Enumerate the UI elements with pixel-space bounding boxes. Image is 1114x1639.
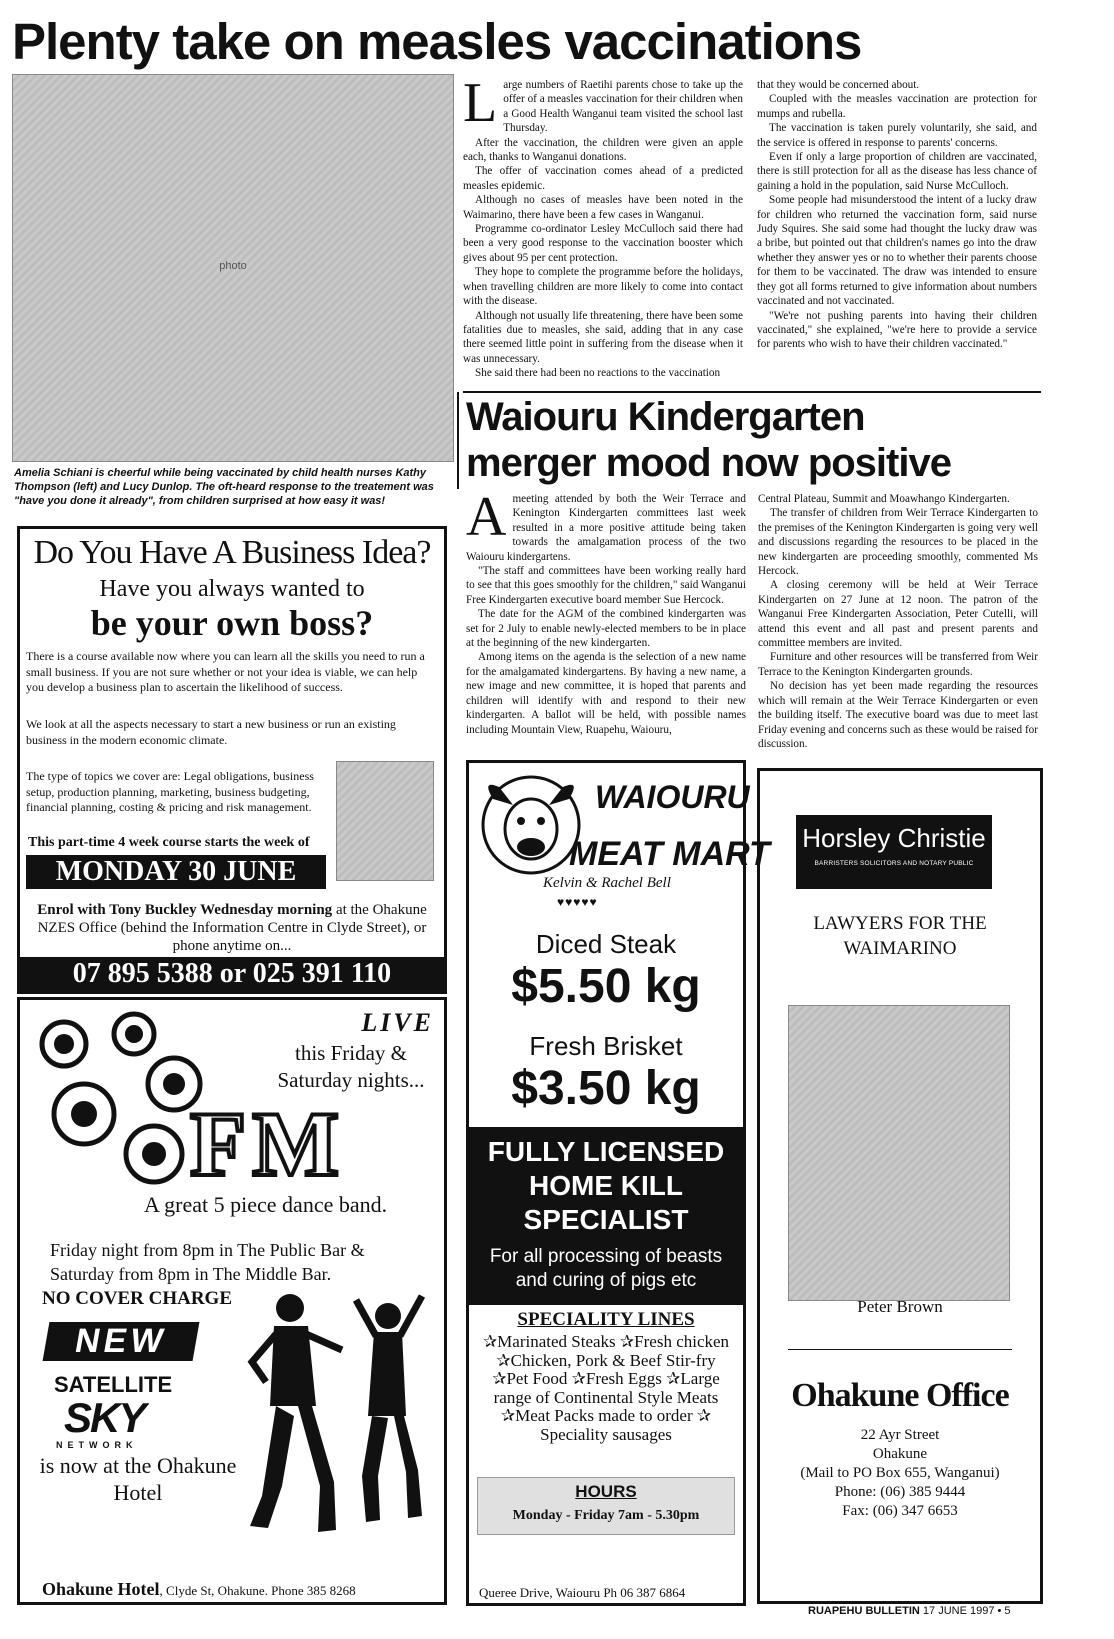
hotel-ad-band: FM (190, 1093, 346, 1195)
office-addr1: 22 Ayr Street (860, 1427, 940, 1443)
hotel-footer-rest: , Clyde St, Ohakune. Phone 385 8268 (159, 1583, 356, 1598)
hours-box (477, 1477, 735, 1535)
hours-text: Monday - Friday 7am - 5.30pm (512, 1508, 700, 1523)
photo-label: photo (219, 260, 247, 272)
hotel-ad-network: NETWORK (56, 1440, 138, 1450)
office-addr3: (Mail to PO Box 655, Wanganui) (800, 1465, 1000, 1481)
meat-address: Queree Drive, Waiouru Ph 06 387 6864 (479, 1585, 686, 1600)
kinder-column-1 (466, 486, 746, 737)
paragraph: The transfer of children from Weir Terrace Kindergarten to the premises of the Kenington Kindergarten is going very well and discussions regarding the resources to be placed in the new kindergarten are proceeding smoothly, commented Ms Hercock. (758, 507, 1038, 578)
footer-date: 17 JUNE 1997 (922, 1605, 995, 1617)
business-ad-p2: We look at all the aspects necessary to start a new business or run an existing business in the modern economic climate. (26, 717, 396, 747)
business-ad-phone: 07 895 5388 or 025 391 110 (20, 957, 444, 991)
business-ad-date: MONDAY 30 JUNE (26, 855, 326, 889)
business-ad-sub2: be your own boss? (90, 603, 374, 643)
person-name: Peter Brown (857, 1297, 943, 1316)
firm-name: Horsley Christie (802, 823, 986, 853)
hotel-ad-cover: NO COVER CHARGE (42, 1288, 233, 1309)
business-ad-course: This part-time 4 week course starts the week of (28, 835, 310, 850)
paragraph: Central Plateau, Summit and Moawhango Kindergarten. (758, 493, 1010, 505)
dancers-illustration (246, 1286, 436, 1548)
paragraph: meeting attended by both the Weir Terrace and Kenington Kindergarten committees last week resulted in a more positive attitude being taken towards the amalgamation process of the two Waiouru kindergartens. (466, 493, 746, 563)
hotel-ad-times: Friday night from 8pm in The Public Bar & Saturday from 8pm in The Middle Bar. (50, 1240, 365, 1284)
tony-buckley-photo (336, 761, 434, 881)
paragraph: Among items on the agenda is the selection of a new name for the amalgamated kindergartens. By having a new name, a new image and new committee, it is hoped that parents and children will identify with and respond to their new kindergarten. A ballot will be held, with possible names including Mountain View, Ruapehu, Waiouru, (466, 651, 746, 736)
firm-sub: BARRISTERS SOLICITORS AND NOTARY PUBLIC (814, 860, 974, 867)
hotel-ad-now-at: is now at the Ohakune Hotel (39, 1453, 237, 1505)
page-footer (808, 1605, 1011, 1617)
paragraph: No decision has yet been made regarding the resources which will remain at the Weir Terrace Kindergarten or even the building itself. The executive board was due to meet last Friday evening and concerns such as these would be raised for discussion. (758, 680, 1038, 750)
paragraph: A closing ceremony will be held at Weir Terrace Kindergarten on 27 June at 12 noon. The patron of the Wanganui Free Kindergarten Association, Peter Cutelli, will attend this event and all past and present parents and committee members are invited. (758, 579, 1038, 650)
business-idea-ad (17, 526, 447, 994)
hotel-ad-live: LIVE (361, 1008, 434, 1037)
ohakune-hotel-ad (17, 997, 447, 1605)
paragraph: "We're not pushing parents into having their children vaccinated," she explained, "we're here to provide a service for parents who wish to have their children vaccinated." (757, 309, 1037, 351)
photo-caption: Amelia Schiani is cheerful while being vaccinated by child health nurses Kathy Thompson (left) and Lucy Dunlop. The oft-heard response to the treatement was "have you done it already", from children surprised at how easy it was! (14, 467, 434, 507)
hotel-footer-bold: Ohakune Hotel (42, 1579, 160, 1599)
meat-mart-ad (466, 760, 770, 1606)
measles-headline: Plenty take on measles vaccinations (12, 13, 862, 70)
paragraph: Even if only a large proportion of children are vaccinated, there is still protection for all as the disease has less chance of gaining a hold in the population, said Nurse McCulloch. (757, 151, 1037, 192)
office-addr2: Ohakune (872, 1446, 928, 1462)
paragraph: Programme co-ordinator Lesley McCulloch said there had been a very good response to the vaccination booster which gives about 95 per cent protection. (463, 223, 743, 264)
dropcap-l: L (463, 72, 498, 134)
business-ad-title: Do You Have A Business Idea? (33, 534, 431, 571)
lawyer-tagline: LAWYERS FOR THE WAIMARINO (813, 913, 987, 959)
paragraph: The vaccination is taken purely voluntarily, she said, and the service is offered in response to parents' concerns. (757, 122, 1037, 149)
office-name: Ohakune Office (791, 1377, 1009, 1414)
kinder-headline-2: merger mood now positive (466, 441, 951, 485)
hours-title: HOURS (575, 1482, 637, 1501)
meat-item1: Diced Steak (535, 929, 677, 959)
vaccination-photo (12, 74, 454, 462)
hotel-ad-desc: A great 5 piece dance band. (144, 1192, 388, 1217)
paragraph: arge numbers of Raetihi parents chose to take up the offer of a measles vaccination for their children when a Good Health Wanganui team visited the school last Thursday. (503, 79, 743, 135)
office-fax: Fax: (06) 347 6653 (842, 1503, 958, 1519)
enrol-rest: at the Ohakune NZES Office (behind the Information Centre in Clyde Street), or phone anytime on... (37, 902, 427, 954)
paragraph: Some people had misunderstood the intent of a lucky draw for children who returned the vaccination form, said nurse Judy Squires. She said some had thought the lucky draw was a bribe, but pointed out that children's names go into the draw whether they answer yes or no to whether their parents choose for them to be vaccinated. The draw was intended to ensure they got all forms returned to give information about numbers vaccinated and not vaccinated. (757, 194, 1037, 308)
meat-mart-name1: WAIOURU (595, 779, 750, 815)
meat-item2: Fresh Brisket (529, 1031, 683, 1061)
meat-processing: For all processing of beasts and curing of pigs etc (489, 1246, 723, 1291)
speciality-title: SPECIALITY LINES (517, 1309, 695, 1330)
enrol-bold: Enrol with Tony Buckley Wednesday morning (37, 902, 333, 918)
hotel-ad-satellite: SATELLITE (54, 1372, 173, 1397)
paragraph: Coupled with the measles vaccination are protection for mumps and rubella. (757, 93, 1037, 120)
meat-mart-name2: MEAT MART (569, 835, 770, 873)
peter-brown-photo (788, 1005, 1010, 1301)
footer-paper: RUAPEHU BULLETIN (808, 1605, 920, 1617)
kinder-column-2 (758, 492, 1038, 751)
measles-column-2 (757, 78, 1037, 352)
meat-price1: $5.50 kg (511, 960, 701, 1013)
column-rule (457, 392, 459, 489)
paragraph: that they would be concerned about. (757, 79, 920, 91)
hotel-ad-footer (42, 1578, 356, 1602)
dropcap-a: A (466, 486, 507, 548)
decorative-hearts: ♥♥♥♥♥ (557, 895, 598, 909)
paragraph: "The staff and committees have been working really hard to see that this goes smoothly for the children," said Wanganui Free Kindergarten executive board member Sue Hercock. (466, 565, 746, 606)
office-phone: Phone: (06) 385 9444 (834, 1484, 966, 1500)
hotel-ad-when: this Friday & Saturday nights... (277, 1041, 425, 1092)
paragraph: After the vaccination, the children were given an apple each, thanks to Wanganui donations. (463, 136, 743, 164)
office-rule (788, 1349, 1012, 1350)
footer-page: • 5 (997, 1605, 1011, 1617)
business-ad-p3: The type of topics we cover are: Legal obligations, business setup, production planning, marketing, business budgeting, financial planning, costing & pricing and risk management. (26, 769, 314, 814)
section-rule (463, 391, 1041, 393)
speciality-lines: ✰Marinated Steaks ✰Fresh chicken ✰Chicken, Pork & Beef Stir-fry ✰Pet Food ✰Fresh Eggs ✰Large range of Continental Style Meats ✰Meat Packs made to order ✰ Speciality sausages (482, 1332, 730, 1444)
paragraph: The offer of vaccination comes ahead of a predicted measles epidemic. (463, 165, 743, 192)
meat-price2: $3.50 kg (511, 1062, 701, 1115)
business-ad-sub1: Have you always wanted to (99, 576, 365, 602)
business-ad-enrol (34, 901, 430, 955)
business-ad-p1: There is a course available now where you can learn all the skills you need to run a small business. If you are not sure whether or not your idea is viable, we can help you develop a business plan to ascertain the likelihood of success. (26, 649, 425, 694)
kinder-headline-1: Waiouru Kindergarten (466, 395, 865, 439)
horsley-christie-ad (757, 768, 1043, 1604)
new-banner: NEW (43, 1322, 200, 1361)
paragraph: Furniture and other resources will be transferred from Weir Terrace to the Kenington Kindergarten grounds. (758, 651, 1038, 678)
meat-licensed: FULLY LICENSED HOME KILL SPECIALIST (487, 1136, 725, 1235)
firm-logo-box (796, 815, 992, 889)
paragraph: They hope to complete the programme before the holidays, when travelling children are more likely to come into contact with the disease. (463, 266, 743, 308)
measles-column-1 (463, 72, 743, 381)
paragraph: Although not usually life threatening, there have been some fatalities due to measles, she said, adding that in any case there seemed little point in suffering from the disease when it was unnecessary. (463, 309, 743, 365)
sky-logo: SKY (64, 1394, 145, 1441)
paragraph: The date for the AGM of the combined kindergarten was set for 2 July to enable newly-elected members to be in place at the beginning of the new kindergarten. (466, 608, 746, 650)
meat-licensed-panel (469, 1127, 743, 1305)
paragraph: She said there had been no reactions to the vaccination (475, 367, 721, 380)
paragraph: Although no cases of measles have been noted in the Waimarino, there have been a few cases in Wanganui. (463, 194, 743, 221)
meat-mart-owners: Kelvin & Rachel Bell (543, 875, 671, 891)
